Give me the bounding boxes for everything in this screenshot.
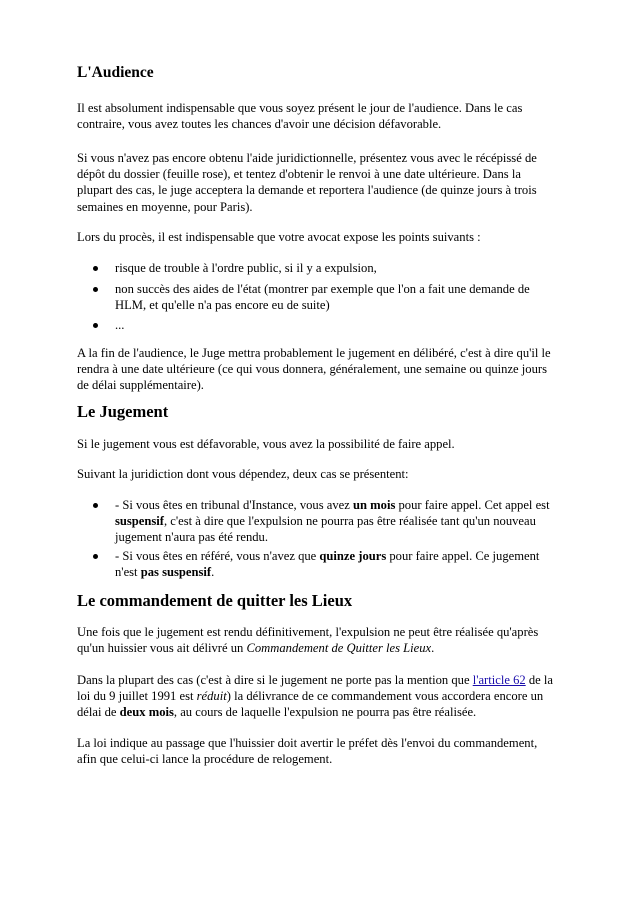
text-line: ... xyxy=(115,318,125,332)
text-run: . xyxy=(211,565,215,580)
text-line: rendra à une date ultérieure (ce qui vous donnera, généralement, une semaine ou quinze jours xyxy=(77,362,547,377)
bullet-icon xyxy=(93,503,98,508)
text-run: - Si vous êtes en référé, vous n'avez que xyxy=(115,549,320,563)
text-run: . xyxy=(431,641,435,656)
text-line: non succès des aides de l'état (montrer par exemple que l'on a fait une demande de xyxy=(115,282,530,296)
audience-paragraph-3 xyxy=(77,229,577,245)
text-run: - Si vous êtes en tribunal d'Instance, vous avez xyxy=(115,498,353,512)
text-run: , c'est à dire que l'expulsion ne pourra pas être réalisée tant qu'un nouveau xyxy=(164,514,536,529)
emphasis-bold: suspensif xyxy=(115,514,164,529)
text-line: Si vous n'avez pas encore obtenu l'aide juridictionnelle, présentez vous avec le récépissé de xyxy=(77,151,537,165)
text-run: qu'un huissier vous ait délivré un xyxy=(77,641,247,656)
text-run: pour faire appel. Ce jugement xyxy=(386,549,540,563)
text-line xyxy=(77,704,577,720)
heading-commandement: Le commandement de quitter les Lieux xyxy=(77,591,353,610)
text-line: risque de trouble à l'ordre public, si il y a expulsion, xyxy=(115,261,377,275)
emphasis-bold: quinze jours xyxy=(319,549,387,563)
text-run: Dans la plupart des cas (c'est à dire si le jugement ne porte pas la mention que xyxy=(77,673,473,687)
commandement-paragraph-1 xyxy=(77,624,577,656)
text-line xyxy=(77,640,577,656)
text-line: Lors du procès, il est indispensable que votre avocat expose les points suivants : xyxy=(77,230,481,244)
bullet-icon xyxy=(93,266,98,271)
commandement-paragraph-2 xyxy=(77,672,577,721)
emphasis-italic: Commandement de Quitter les Lieux xyxy=(246,641,432,656)
text-run: pour faire appel. Cet appel est xyxy=(395,498,550,512)
emphasis-italic: réduit xyxy=(196,689,227,704)
article-62-link[interactable]: l'article 62 xyxy=(472,673,526,687)
emphasis-bold: pas suspensif xyxy=(140,565,212,580)
text-run: délai de xyxy=(77,705,120,720)
text-line: de délai supplémentaire). xyxy=(77,378,204,393)
audience-paragraph-4 xyxy=(77,345,577,394)
audience-paragraph-1 xyxy=(77,100,577,132)
text-run: ) la délivrance de ce commandement vous accordera encore un xyxy=(226,689,544,704)
text-line: afin que celui-ci lance la procédure de relogement. xyxy=(77,752,333,767)
text-line xyxy=(115,497,575,513)
text-line: Si le jugement vous est défavorable, vous avez la possibilité de faire appel. xyxy=(77,437,455,451)
emphasis-bold: deux mois xyxy=(119,705,174,720)
bullet-icon xyxy=(93,554,98,559)
text-run: loi du 9 juillet 1991 est xyxy=(77,689,197,704)
text-run: de la xyxy=(525,673,553,687)
jugement-paragraph-2 xyxy=(77,466,577,482)
bullet-icon xyxy=(93,287,98,292)
text-line: Une fois que le jugement est rendu définitivement, l'expulsion ne peut être réalisée qu'après xyxy=(77,625,539,639)
audience-paragraph-2 xyxy=(77,150,577,215)
heading-jugement: Le Jugement xyxy=(77,402,169,421)
text-line xyxy=(77,672,577,688)
text-line: La loi indique au passage que l'huissier doit avertir le préfet dès l'envoi du commandement, xyxy=(77,736,538,750)
text-line: contraire, vous avez toutes les chances d'avoir une décision défavorable. xyxy=(77,117,442,132)
text-line: dépôt du dossier (feuille rose), et tentez d'obtenir le renvoi à une date ultérieure. Dans la xyxy=(77,167,521,182)
text-line xyxy=(115,548,575,564)
commandement-paragraph-3 xyxy=(77,735,577,767)
text-line xyxy=(115,513,575,529)
jugement-paragraph-1 xyxy=(77,436,577,452)
text-run: , au cours de laquelle l'expulsion ne pourra pas être réalisée. xyxy=(173,705,477,720)
text-line xyxy=(77,688,577,704)
text-line: Suivant la juridiction dont vous dépendez, deux cas se présentent: xyxy=(77,467,409,481)
text-line: Il est absolument indispensable que vous soyez présent le jour de l'audience. Dans le cas xyxy=(77,101,523,115)
text-run: n'est xyxy=(115,565,141,580)
heading-audience: L'Audience xyxy=(77,64,154,81)
emphasis-bold: un mois xyxy=(353,498,396,512)
text-line: HLM, et qu'elle n'a pas encore eu de suite) xyxy=(115,298,330,313)
text-line: plupart des cas, le juge acceptera la demande et reportera l'audience (de quinze jours à trois xyxy=(77,183,537,198)
text-line: A la fin de l'audience, le Juge mettra probablement le jugement en délibéré, c'est à dire qu'il le xyxy=(77,346,551,360)
text-line: jugement n'aura pas été rendu. xyxy=(115,530,268,545)
bullet-icon xyxy=(93,323,98,328)
text-line xyxy=(115,564,575,580)
text-line: semaines en moyenne, pour Paris). xyxy=(77,199,253,214)
